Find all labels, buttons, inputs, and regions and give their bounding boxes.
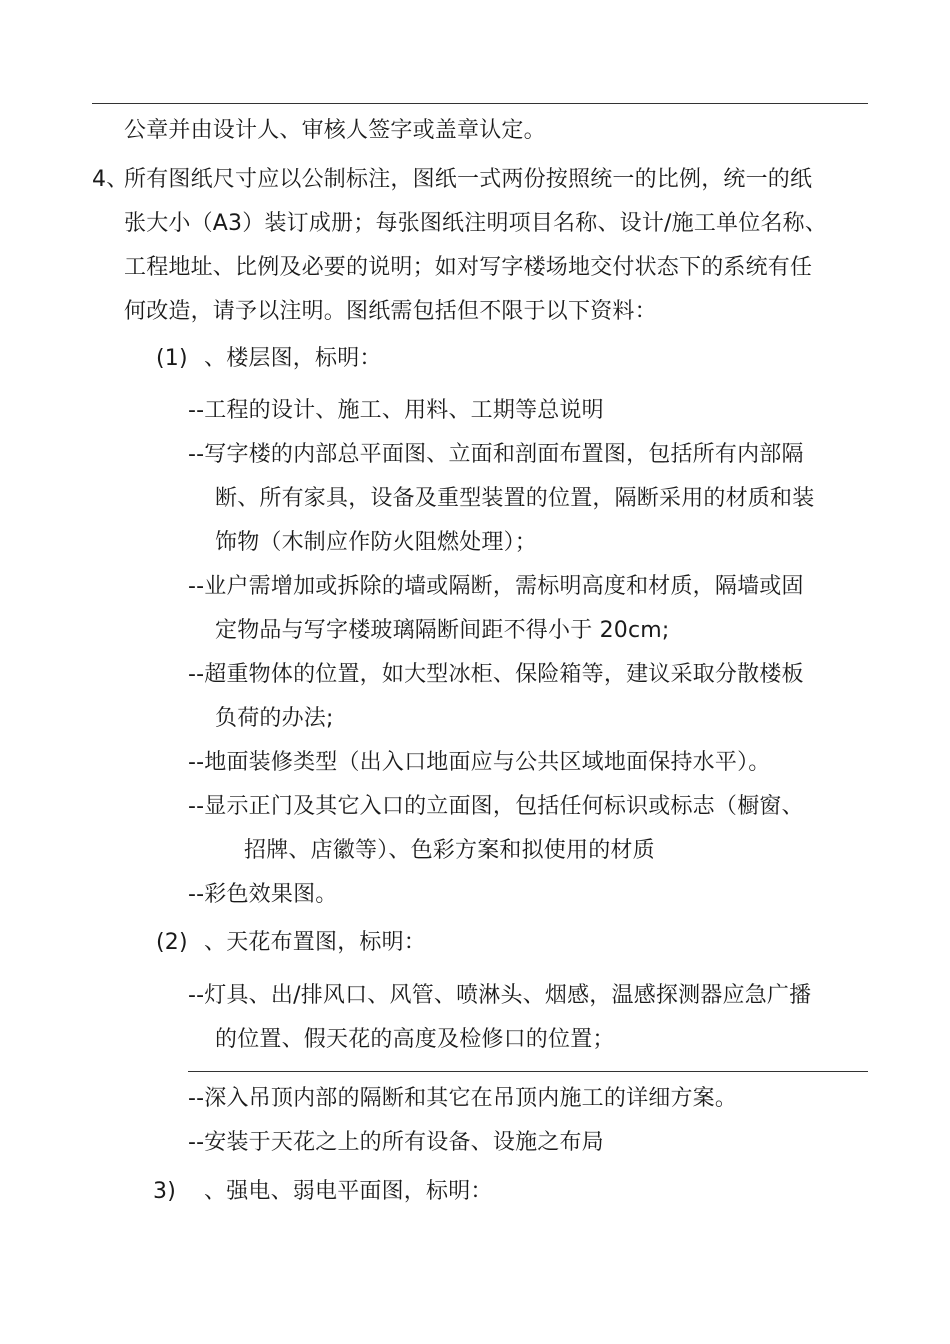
section1-heading: 、楼层图，标明： — [204, 346, 382, 371]
top-rule — [92, 103, 868, 104]
item4-number: 4、 — [92, 167, 129, 192]
section1-item: --业户需增加或拆除的墙或隔断，需标明高度和材质，隔墙或固 — [188, 574, 804, 599]
section1-item: --写字楼的内部总平面图、立面和剖面布置图，包括所有内部隔 — [188, 442, 804, 467]
section2-number: (2) — [156, 930, 188, 955]
section1-item: 负荷的办法; — [215, 706, 334, 731]
intro-line: 公章并由设计人、审核人签字或盖章认定。 — [124, 118, 546, 143]
section1-item: --显示正门及其它入口的立面图，包括任何标识或标志（橱窗、 — [188, 794, 804, 819]
section1-item: --工程的设计、施工、用料、工期等总说明 — [188, 398, 604, 423]
section1-item: --彩色效果图。 — [188, 882, 338, 907]
section1-item: --地面装修类型（出入口地面应与公共区域地面保持水平）。 — [188, 750, 771, 775]
section3-heading: 、强电、弱电平面图，标明： — [204, 1179, 493, 1204]
item4-line: 张大小（A3）装订成册；每张图纸注明项目名称、设计/施工单位名称、 — [124, 211, 828, 236]
section1-item: --超重物体的位置，如大型冰柜、保险箱等，建议采取分散楼板 — [188, 662, 804, 687]
section2-heading: 、天花布置图，标明： — [204, 930, 427, 955]
section1-item: 断、所有家具，设备及重型装置的位置，隔断采用的材质和装 — [215, 486, 815, 511]
item4-line: 工程地址、比例及必要的说明；如对写字楼场地交付状态下的系统有任 — [124, 255, 813, 280]
section1-item: 招牌、店徽等）、色彩方案和拟使用的材质 — [244, 838, 655, 863]
section3-number: 3) — [153, 1179, 176, 1204]
section2-item: --灯具、出/排风口、风管、喷淋头、烟感，温感探测器应急广播 — [188, 983, 812, 1008]
section1-item: 定物品与写字楼玻璃隔断间距不得小于 20cm; — [215, 618, 670, 643]
page-break-rule — [188, 1071, 868, 1072]
section2-item: --安装于天花之上的所有设备、设施之布局 — [188, 1130, 604, 1155]
section1-item: 饰物（木制应作防火阻燃处理）； — [215, 530, 538, 555]
section1-number: (1) — [156, 346, 188, 371]
section2-item: 的位置、假天花的高度及检修口的位置； — [215, 1027, 615, 1052]
item4-line: 何改造，请予以注明。图纸需包括但不限于以下资料： — [124, 299, 657, 324]
item4-line: 所有图纸尺寸应以公制标注，图纸一式两份按照统一的比例，统一的纸 — [124, 167, 813, 192]
section2-item: --深入吊顶内部的隔断和其它在吊顶内施工的详细方案。 — [188, 1086, 738, 1111]
